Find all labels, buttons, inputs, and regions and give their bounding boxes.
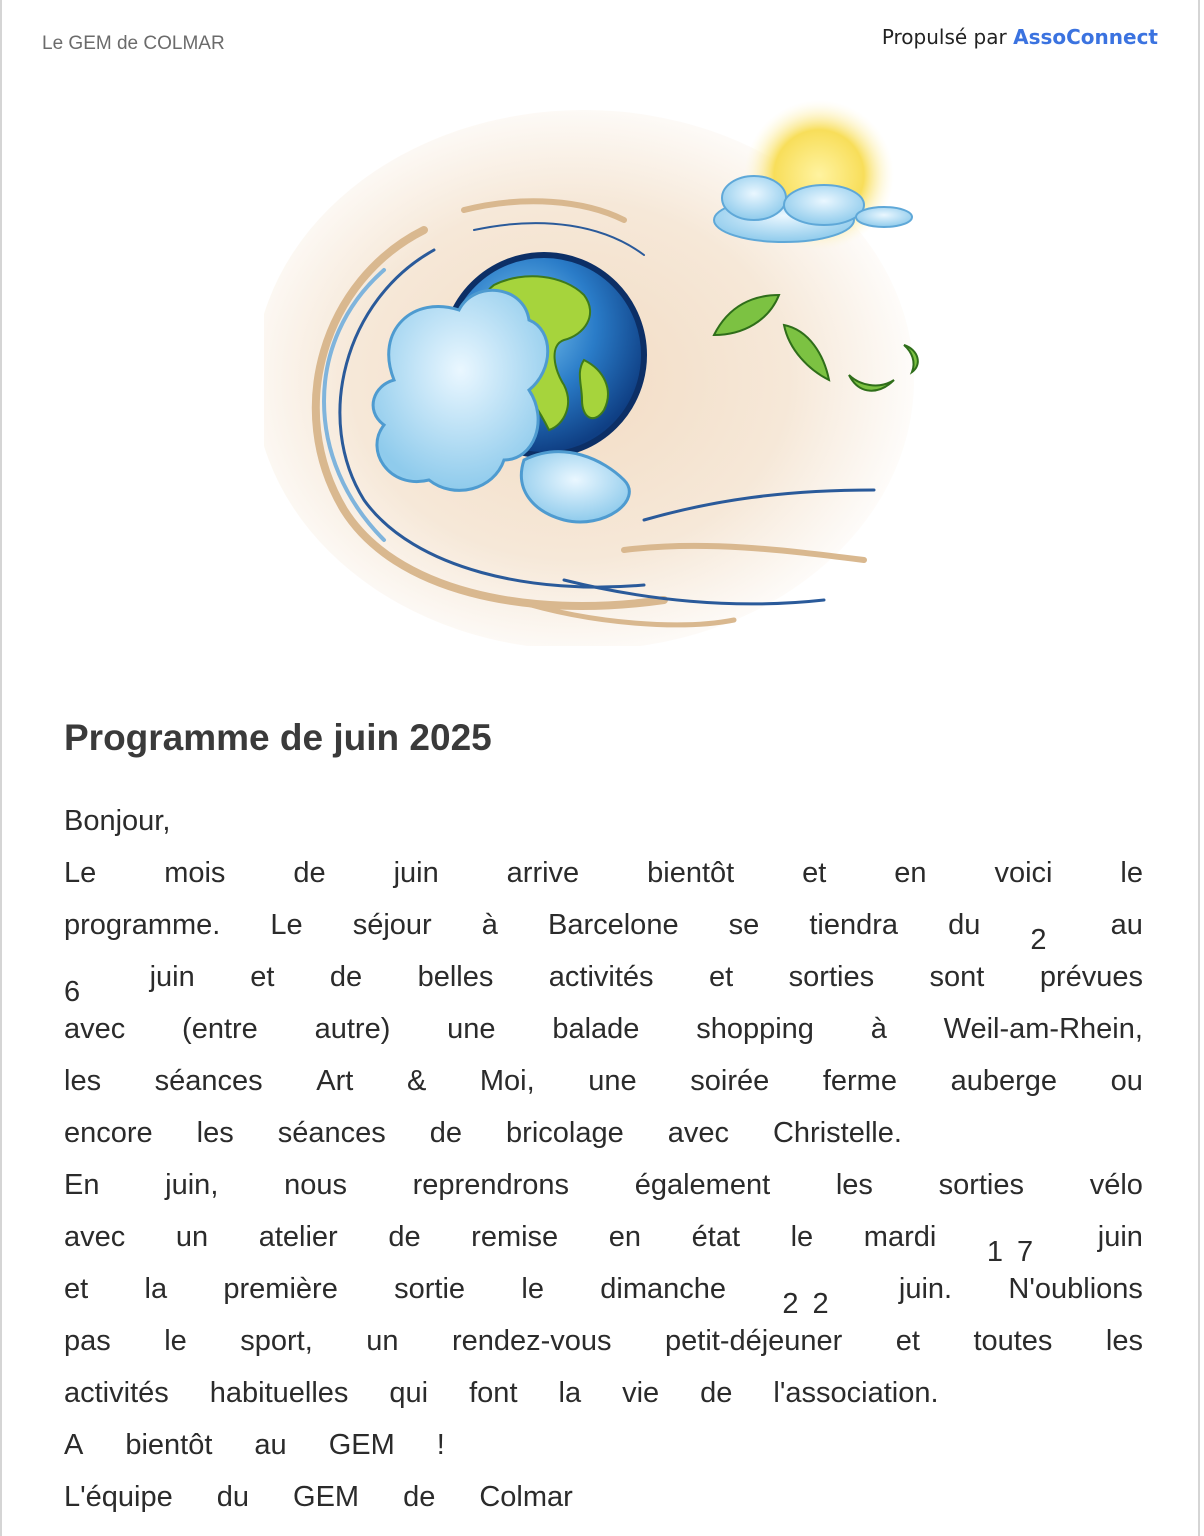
body-word: de (388, 1221, 421, 1253)
body-word: rendez-vous (451, 1325, 612, 1357)
body-word: En (64, 1169, 100, 1201)
body-word: séjour (352, 909, 432, 941)
body-word: se (728, 909, 760, 941)
body-word: ferme (822, 1065, 897, 1097)
body-line (64, 1471, 1143, 1523)
body-word: le (521, 1273, 544, 1305)
powered-by-prefix: Propulsé par (881, 25, 1007, 49)
body-word: une (447, 1013, 496, 1045)
body-word: les (196, 1117, 234, 1149)
body-word: activités (548, 961, 654, 993)
body-word: N'oublions (1008, 1273, 1143, 1305)
body-word: GEM (293, 1481, 360, 1513)
body-word: encore (64, 1117, 153, 1149)
hero-illustration (264, 80, 942, 646)
body-word: mardi (863, 1221, 937, 1253)
body-word: habituelles (209, 1377, 349, 1409)
body-word: voici (994, 857, 1053, 889)
body-line (64, 1211, 1143, 1268)
body-line (64, 1055, 1143, 1107)
body-word: de (329, 961, 363, 993)
body-word: juin (149, 961, 195, 993)
body-word: juin (1097, 1221, 1143, 1253)
body-word: reprendrons (412, 1169, 570, 1201)
body-word: & (406, 1065, 427, 1097)
body-word: au (254, 1429, 287, 1461)
body-word: du (948, 909, 981, 941)
body-word: l'association. (773, 1377, 939, 1409)
body-line (64, 1419, 1143, 1471)
body-word: vélo (1089, 1169, 1143, 1201)
body-word: à (870, 1013, 887, 1045)
body-word: remise (471, 1221, 559, 1253)
body-word: de (429, 1117, 463, 1149)
body-word: bricolage (506, 1117, 624, 1149)
body-word: vie (622, 1377, 660, 1409)
body-word: activités (64, 1377, 169, 1409)
body-word: au (1110, 909, 1143, 941)
body-word: 22 (782, 1288, 843, 1320)
body-word: qui (389, 1377, 429, 1409)
body-word: juin, (165, 1169, 219, 1201)
body-word: bientôt (647, 857, 735, 889)
body-word: avec (64, 1013, 126, 1045)
body-word: Christelle. (772, 1117, 902, 1149)
body-word: et (895, 1325, 920, 1357)
body-line (64, 951, 1143, 1008)
newsletter-content (64, 712, 1143, 1523)
body-line (64, 1107, 1143, 1159)
body-word: le (164, 1325, 187, 1357)
body-word: une (588, 1065, 637, 1097)
body-word: les (1105, 1325, 1143, 1357)
body-word: juin. (898, 1273, 953, 1305)
body-word: et (709, 961, 734, 993)
body-word: le (790, 1221, 814, 1253)
body-line (64, 1263, 1143, 1320)
body-word: sorties (788, 961, 875, 993)
body-word: séances (154, 1065, 263, 1097)
body-word: les (64, 1065, 102, 1097)
body-word: ou (1110, 1065, 1143, 1097)
body-word: en (894, 857, 927, 889)
body-word: nous (284, 1169, 347, 1201)
body-word: A (64, 1429, 84, 1461)
body-word: Colmar (479, 1481, 573, 1513)
body-word: séances (277, 1117, 386, 1149)
body-word: tiendra (809, 909, 899, 941)
body-word: du (216, 1481, 250, 1513)
body-word: Le (270, 909, 303, 941)
body-word: L'équipe (64, 1481, 173, 1513)
greeting: Bonjour, (64, 805, 171, 837)
body-word: 2 (1030, 924, 1061, 956)
body-line (64, 1315, 1143, 1367)
body-word: avec (64, 1221, 126, 1253)
body-word: dimanche (600, 1273, 727, 1305)
body-word: les (835, 1169, 873, 1201)
body-word: Weil-am-Rhein, (943, 1013, 1143, 1045)
body-word: autre) (314, 1013, 391, 1045)
body-word: en (608, 1221, 642, 1253)
assoconnect-link[interactable]: AssoConnect (1013, 25, 1158, 49)
body-word: sont (929, 961, 985, 993)
body-line (64, 847, 1143, 899)
body-word: prévues (1039, 961, 1143, 993)
body-word: un (175, 1221, 209, 1253)
body-word: programme. (64, 909, 221, 941)
organization-name: Le GEM de COLMAR (42, 33, 225, 54)
body-word: belles (417, 961, 494, 993)
body-word: la (144, 1273, 168, 1305)
body-word: également (634, 1169, 771, 1201)
body-word: mois (164, 857, 226, 889)
body-word: état (691, 1221, 741, 1253)
newsletter-title: Programme de juin 2025 (64, 717, 492, 758)
body-line (64, 1367, 1143, 1419)
body-word: font (469, 1377, 518, 1409)
newsletter-body (64, 795, 1143, 1523)
body-word: shopping (696, 1013, 814, 1045)
body-word: de (403, 1481, 436, 1513)
body-word: première (223, 1273, 338, 1305)
body-word: (entre (182, 1013, 258, 1045)
body-word: bientôt (125, 1429, 213, 1461)
body-word: Art (316, 1065, 354, 1097)
body-word: pas (64, 1325, 111, 1357)
body-word: à (481, 909, 498, 941)
body-word: de (293, 857, 326, 889)
body-word: la (558, 1377, 582, 1409)
body-word: et (802, 857, 827, 889)
body-word: GEM (328, 1429, 395, 1461)
body-word: 6 (64, 976, 95, 1008)
body-word: arrive (506, 857, 580, 889)
body-word: soirée (690, 1065, 770, 1097)
body-word: atelier (258, 1221, 338, 1253)
body-line (64, 1003, 1143, 1055)
body-word: le (1120, 857, 1143, 889)
body-word: et (64, 1273, 89, 1305)
body-word: sorties (938, 1169, 1025, 1201)
body-word: sport, (240, 1325, 313, 1357)
body-word: Moi, (479, 1065, 535, 1097)
body-word: Barcelone (547, 909, 679, 941)
body-word: 17 (986, 1236, 1048, 1268)
body-word: sortie (394, 1273, 466, 1305)
earth-illustration (264, 80, 942, 646)
body-lines (64, 847, 1143, 1523)
body-line (64, 899, 1143, 956)
body-line (64, 1159, 1143, 1211)
body-word: petit-déjeuner (665, 1325, 843, 1357)
powered-by (882, 25, 1158, 49)
body-word: et (250, 961, 275, 993)
body-word: de (700, 1377, 733, 1409)
body-word: balade (552, 1013, 640, 1045)
body-word: ! (436, 1429, 445, 1461)
body-word: juin (393, 857, 439, 889)
body-word: Le (64, 857, 97, 889)
body-word: un (366, 1325, 399, 1357)
body-word: auberge (950, 1065, 1058, 1097)
email-header (2, 0, 1198, 70)
body-word: avec (667, 1117, 729, 1149)
body-word: toutes (973, 1325, 1053, 1357)
